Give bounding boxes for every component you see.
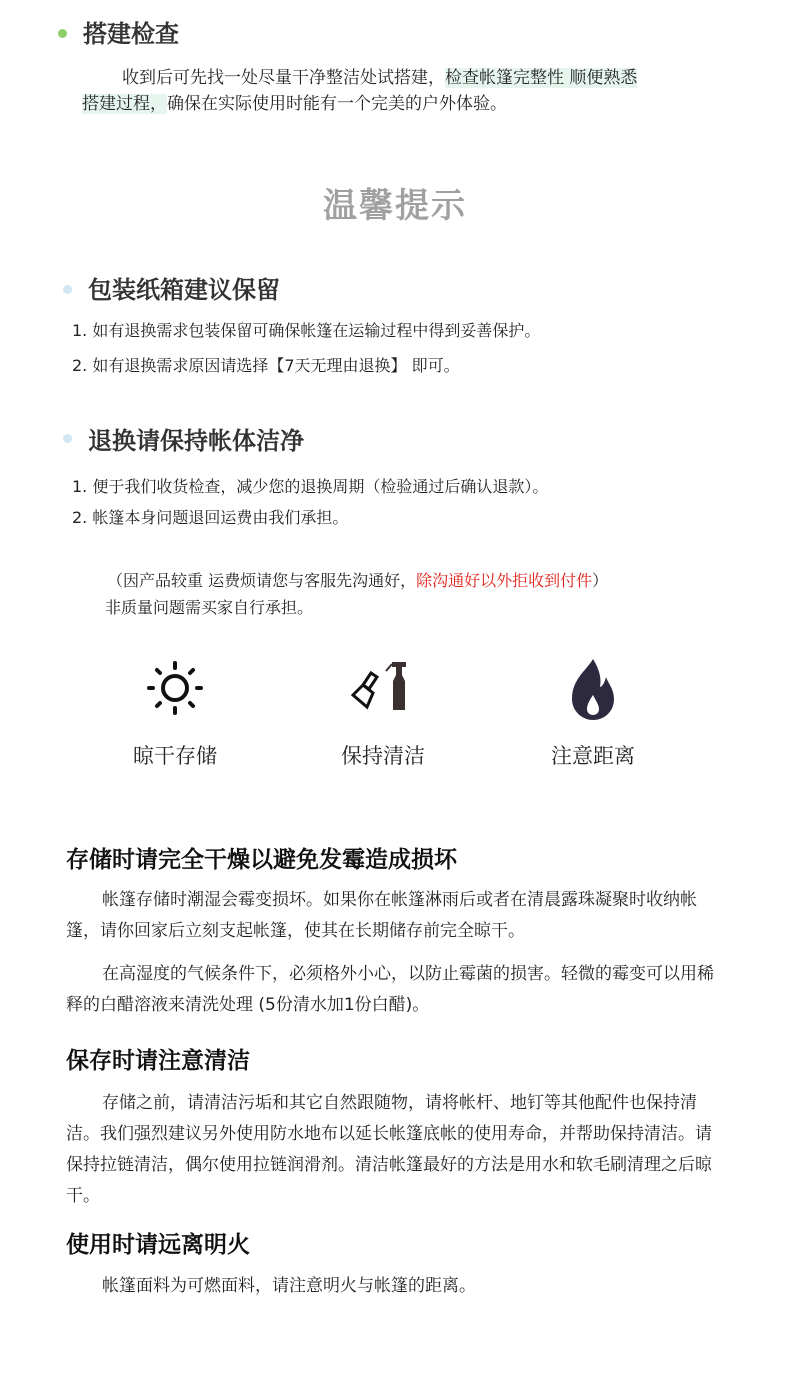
setup-text: 收到后可先找一处尽量干净整洁处试搭建， xyxy=(122,68,445,88)
setup-highlight: 搭建过程， xyxy=(82,94,167,114)
note-line xyxy=(107,568,608,591)
section-heading: 保存时请注意清洁 xyxy=(66,1048,250,1074)
bullet-dot xyxy=(63,434,72,443)
return-heading: 退换请保持帐体洁净 xyxy=(88,427,304,455)
section-paragraph: 在高湿度的气候条件下，必须格外小心，以防止霉菌的损害。轻微的霉变可以用稀释的白醋溶液来清洗处理 (5份清水加1份白醋)。 xyxy=(66,964,714,1015)
list-item: 1. 如有退换需求包装保留可确保帐篷在运输过程中得到妥善保护。 xyxy=(72,321,541,340)
tips-title: 温馨提示 xyxy=(323,186,467,226)
list-item: 1. 便于我们收货检查，减少您的退换周期（检验通过后确认退款）。 xyxy=(72,477,549,496)
setup-paragraph xyxy=(82,65,732,117)
list-item: 2. 帐篷本身问题退回运费由我们承担。 xyxy=(72,508,349,527)
section-paragraph: 存储之前，请清洁污垢和其它自然跟随物，请将帐杆、地钉等其他配件也保持清洁。我们强烈建议另外使用防水地布以延长帐篷底帐的使用寿命，并帮助保持清洁。请保持拉链清洁，偶尔使用拉链润滑剂。清洁帐篷最好的方法是用水和软毛刷清理之后晾干。 xyxy=(66,1093,712,1206)
setup-heading: 搭建检查 xyxy=(83,20,179,48)
section-heading: 使用时请远离明火 xyxy=(66,1232,250,1258)
sun-icon xyxy=(140,655,210,725)
note-line: 非质量问题需买家自行承担。 xyxy=(105,598,314,617)
icon-label: 注意距离 xyxy=(551,744,635,768)
bullet-dot xyxy=(58,29,67,38)
note-text: （因产品较重 运费烦请您与客服先沟通好， xyxy=(107,571,417,590)
setup-highlight: 检查帐篷完整性 顺便熟悉 xyxy=(445,68,638,88)
list-item: 2. 如有退换需求原因请选择【7天无理由退换】 即可。 xyxy=(72,356,460,375)
broom-spray-icon xyxy=(345,655,415,725)
icon-label: 保持清洁 xyxy=(341,744,425,768)
note-text: ） xyxy=(592,571,609,590)
section-heading: 存储时请完全干燥以避免发霉造成损坏 xyxy=(66,847,457,873)
section-paragraph: 帐篷面料为可燃面料，请注意明火与帐篷的距离。 xyxy=(102,1276,476,1296)
section-paragraph: 帐篷存储时潮湿会霉变损坏。如果你在帐篷淋雨后或者在清晨露珠凝聚时收纳帐篷，请你回家后立刻支起帐篷，使其在长期储存前完全晾干。 xyxy=(66,890,697,941)
flame-icon xyxy=(558,655,628,725)
note-warning: 除沟通好以外拒收到付件 xyxy=(416,571,593,590)
box-heading: 包装纸箱建议保留 xyxy=(88,276,280,304)
icon-label: 晾干存储 xyxy=(133,744,217,768)
setup-text: 确保在实际使用时能有一个完美的户外体验。 xyxy=(167,94,507,114)
bullet-dot xyxy=(63,285,72,294)
